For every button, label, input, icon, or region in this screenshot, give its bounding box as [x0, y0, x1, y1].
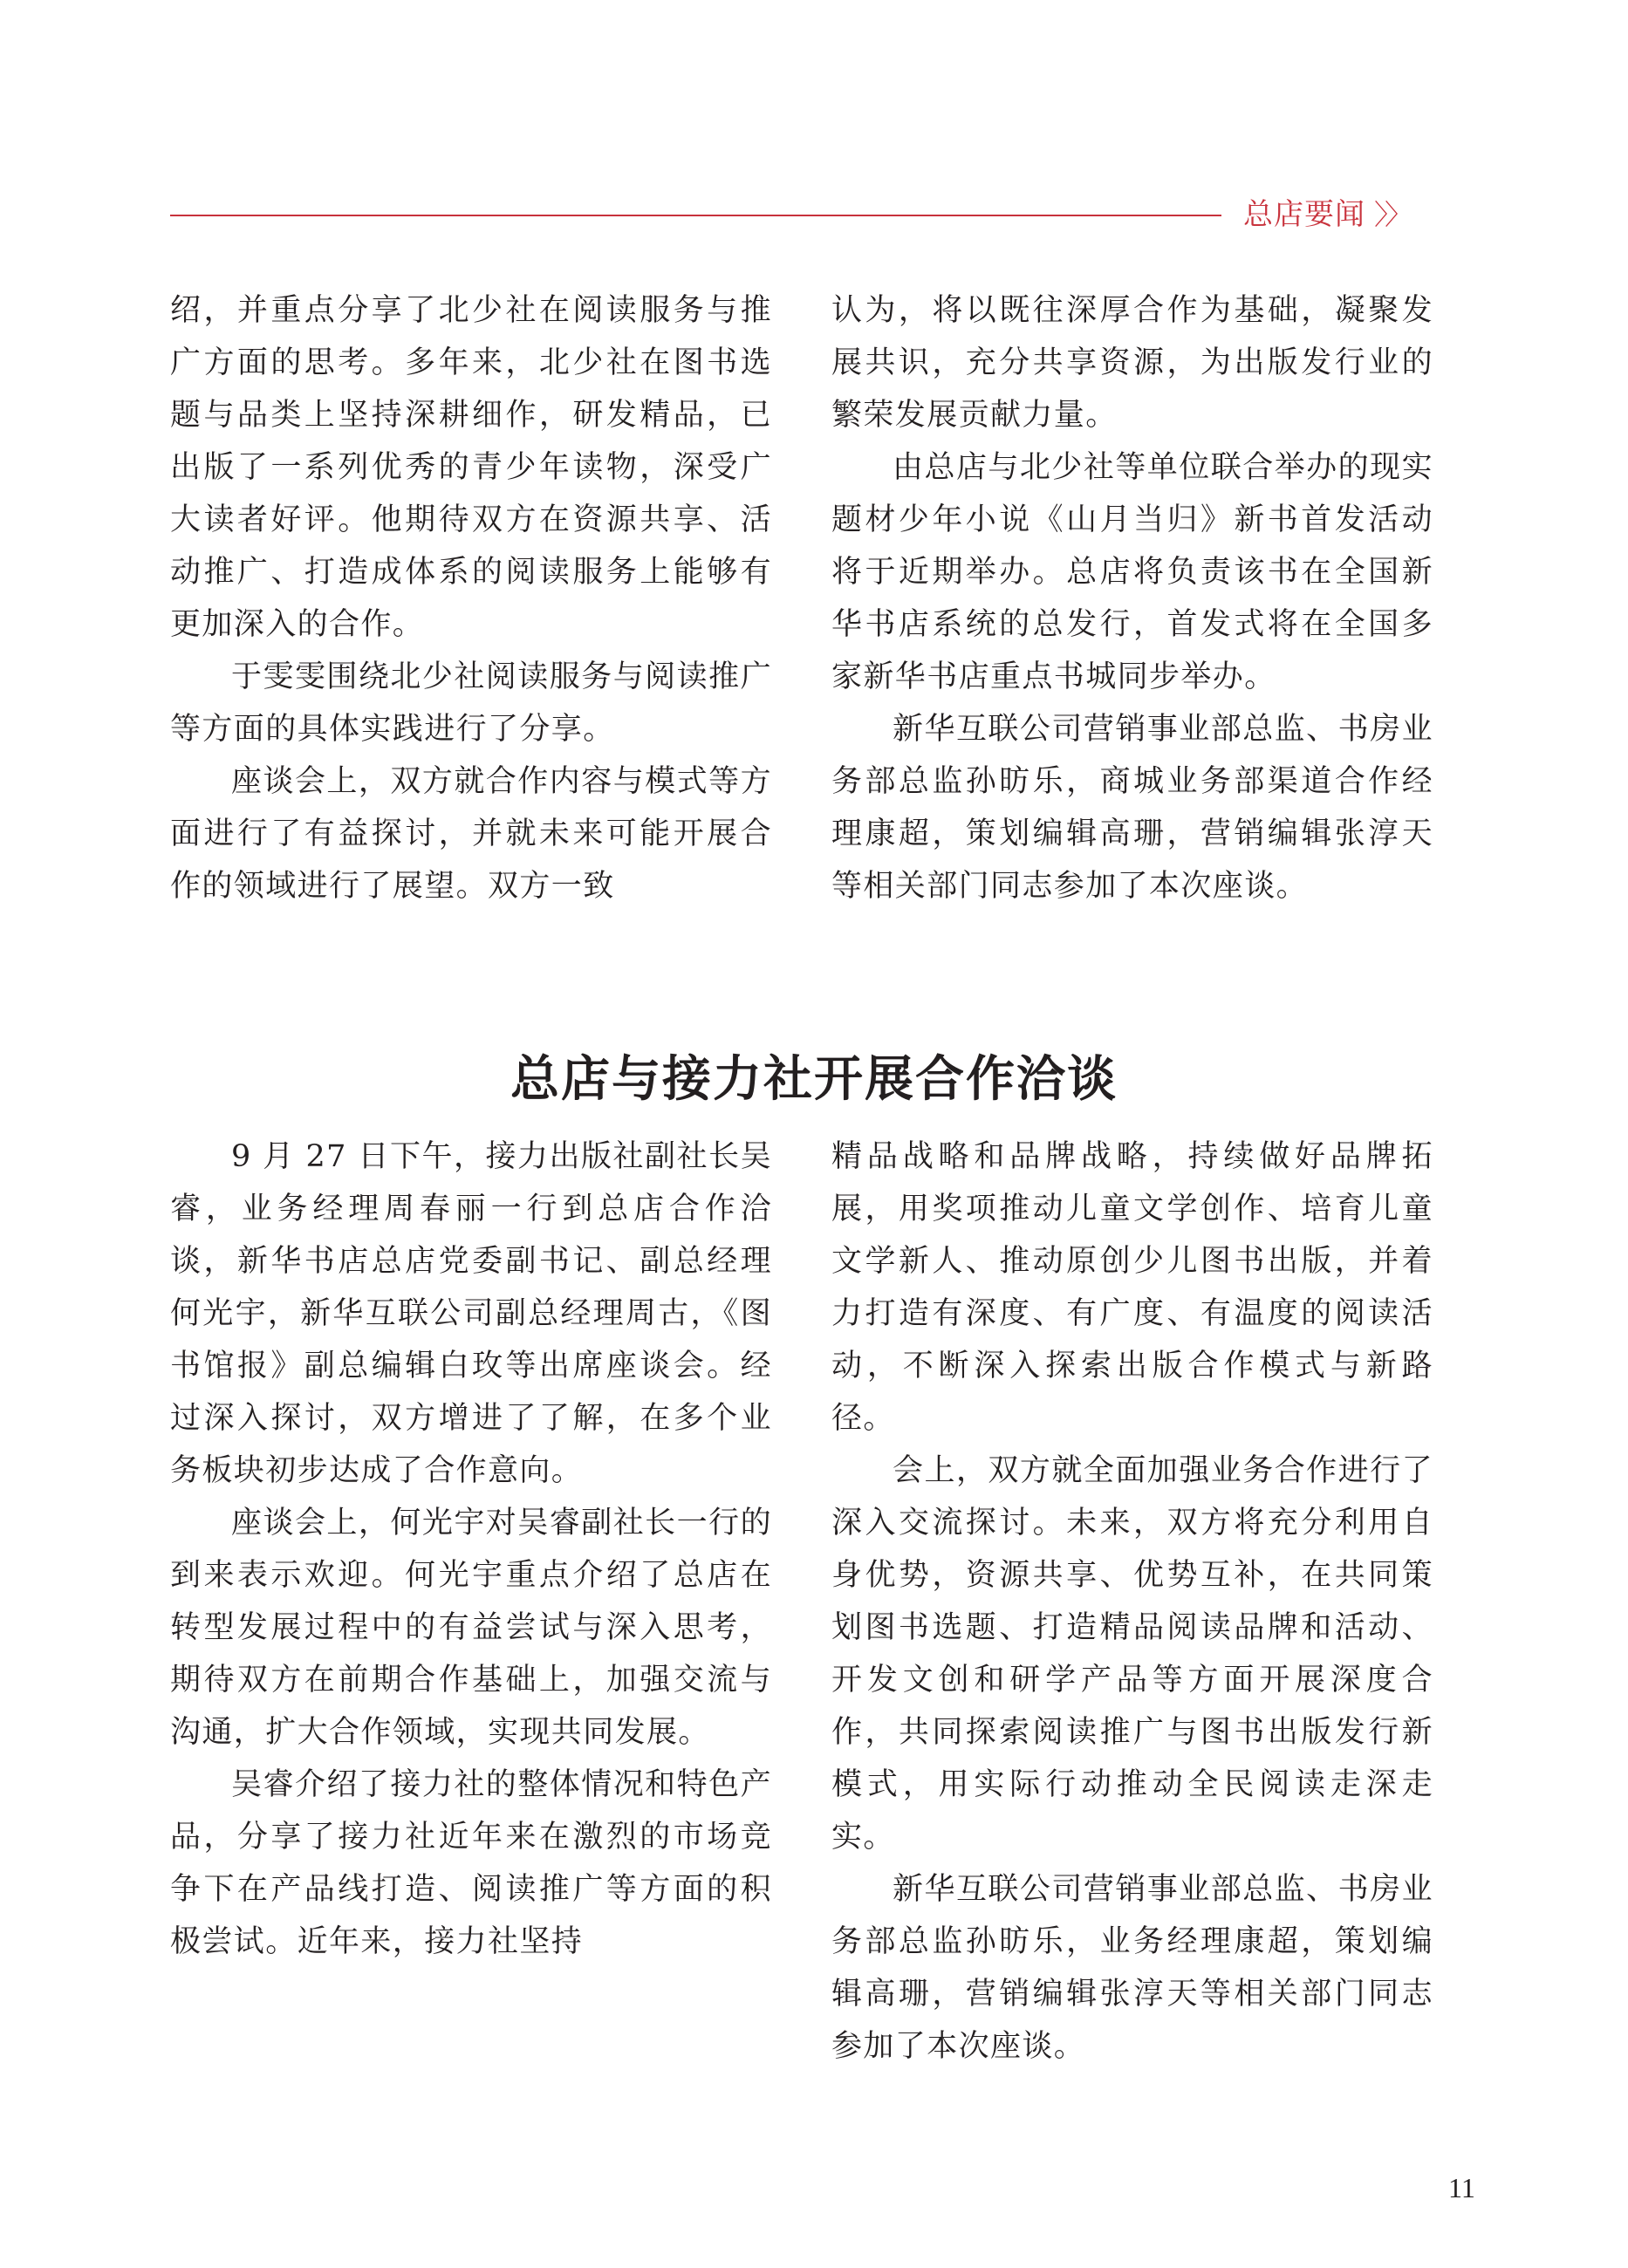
paragraph: 新华互联公司营销事业部总监、书房业务部总监孙昉乐，商城业务部渠道合作经理康超，策划编辑高珊，营销编辑张淳天等相关部门同志参加了本次座谈。	[831, 712, 1433, 904]
paragraph: 会上，双方就全面加强业务合作进行了深入交流探讨。未来，双方将充分利用自身优势，资源共享、优势互补，在共同策划图书选题、打造精品阅读品牌和活动、开发文创和研学产品等方面开展深度合作，共同探索阅读推广与图书出版发行新模式，用实际行动推动全民阅读走深走实。	[831, 1453, 1433, 1855]
paragraph: 9 月 27 日下午，接力出版社副社长吴睿，业务经理周春丽一行到总店合作洽谈，新华书店总店党委副书记、副总经理何光宇，新华互联公司副总经理周古，《图书馆报》副总编辑白玫等出席座谈会。经过深入探讨，双方增进了了解，在多个业务板块初步达成了合作意向。	[170, 1139, 772, 1488]
paragraph: 座谈会上，双方就合作内容与模式等方面进行了有益探讨，并就未来可能开展合作的领域进行了展望。双方一致	[170, 764, 772, 904]
section-label	[1243, 194, 1409, 236]
page-number: 11	[1448, 2172, 1475, 2203]
header-rule	[170, 215, 1221, 216]
paragraph: 精品战略和品牌战略，持续做好品牌拓展，用奖项推动儿童文学创作、培育儿童文学新人、推动原创少儿图书出版，并着力打造有深度、有广度、有温度的阅读活动，不断深入探索出版合作模式与新路径。	[831, 1139, 1433, 1436]
paragraph: 绍，并重点分享了北少社在阅读服务与推广方面的思考。多年来，北少社在图书选题与品类上坚持深耕细作，研发精品，已出版了一系列优秀的青少年读物，深受广大读者好评。他期待双方在资源共享、活动推广、打造成体系的阅读服务上能够有更加深入的合作。	[170, 293, 772, 642]
article-left-column	[170, 1131, 772, 1968]
paragraph: 于雯雯围绕北少社阅读服务与阅读推广等方面的具体实践进行了分享。	[170, 659, 772, 747]
paragraph: 认为，将以既往深厚合作为基础，凝聚发展共识，充分共享资源，为出版发行业的繁荣发展贡献力量。	[831, 293, 1433, 433]
paragraph: 座谈会上，何光宇对吴睿副社长一行的到来表示欢迎。何光宇重点介绍了总店在转型发展过程中的有益尝试与深入思考，期待双方在前期合作基础上，加强交流与沟通，扩大合作领域，实现共同发展。	[170, 1506, 772, 1750]
paragraph: 由总店与北少社等单位联合举办的现实题材少年小说《山月当归》新书首发活动将于近期举办。总店将负责该书在全国新华书店系统的总发行，首发式将在全国多家新华书店重点书城同步举办。	[831, 450, 1433, 694]
paragraph: 吴睿介绍了接力社的整体情况和特色产品，分享了接力社近年来在激烈的市场竞争下在产品线打造、阅读推广等方面的积极尝试。近年来，接力社坚持	[170, 1767, 772, 1959]
chevron-right-icon: 〉〉	[1374, 198, 1410, 231]
article-right-column	[831, 1131, 1433, 2073]
top-right-column	[831, 284, 1433, 912]
section-title: 总店要闻	[1243, 197, 1365, 232]
article-title: 总店与接力社开展合作洽谈	[510, 1050, 1118, 1108]
top-left-column	[170, 284, 772, 912]
paragraph: 新华互联公司营销事业部总监、书房业务部总监孙昉乐，业务经理康超，策划编辑高珊，营销编辑张淳天等相关部门同志参加了本次座谈。	[831, 1872, 1433, 2064]
